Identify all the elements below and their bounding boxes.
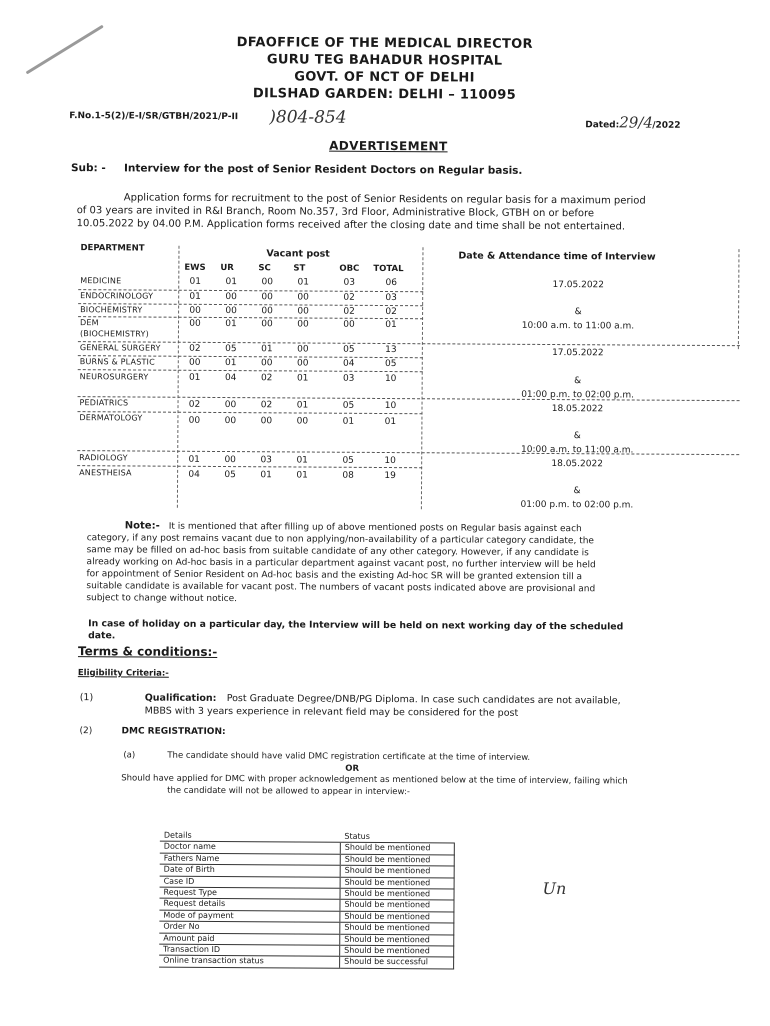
- cell-medicine-ews: 01: [189, 276, 202, 287]
- cell-biochemistry-st: 00: [297, 306, 309, 317]
- cell-neuro-sc: 02: [260, 373, 273, 384]
- col-st: ST: [293, 263, 306, 274]
- schedule-2-amp: &: [574, 376, 582, 387]
- item2-label: DMC REGISTRATION:: [121, 726, 226, 738]
- cell-endocrinology-ur: 00: [225, 292, 237, 303]
- cell-endocrinology-total: 03: [385, 293, 397, 304]
- item2a-number: (a): [123, 750, 136, 761]
- cell-neuro-st: 01: [296, 373, 309, 384]
- office-title: DFAOFFICE OF THE MEDICAL DIRECTOR: [236, 35, 533, 52]
- col-total: TOTAL: [373, 263, 404, 275]
- dmc-status: Should be mentioned: [340, 934, 454, 946]
- dmc-detail: Mode of payment: [159, 910, 340, 923]
- cell-anes-ews: 04: [188, 469, 200, 480]
- dept-radiology: RADIOLOGY: [79, 453, 128, 463]
- dmc-detail: Doctor name: [160, 842, 341, 855]
- cell-burns-sc: 00: [261, 358, 273, 369]
- cell-burns-obc: 04: [343, 358, 355, 369]
- dmc-status: Should be successful: [340, 957, 454, 969]
- dept-endocrinology: ENDOCRINOLOGY: [80, 291, 154, 301]
- dept-anesthesia: ANESTHEISA: [79, 468, 132, 478]
- schedule-4-time: 01:00 p.m. to 02:00 p.m.: [520, 499, 634, 511]
- cell-derma-ur: 00: [224, 416, 237, 427]
- cell-endocrinology-obc: 02: [343, 292, 355, 303]
- cell-radio-ews: 01: [188, 454, 200, 465]
- hospital-name: GURU TEG BAHADUR HOSPITAL: [266, 52, 503, 69]
- table-row: [159, 956, 454, 969]
- dmc-detail: Date of Birth: [160, 864, 341, 877]
- cell-burns-ews: 00: [189, 357, 201, 368]
- dmc-status: Should be mentioned: [340, 877, 454, 889]
- note-line-1: It is mentioned that after filling up of above mentioned posts on Regular basis against each: [168, 521, 582, 535]
- cell-dem-ur: 01: [225, 319, 237, 330]
- dept-burns-plastic: BURNS & PLASTIC: [79, 357, 155, 367]
- cell-peds-obc: 05: [342, 400, 355, 411]
- cell-derma-sc: 00: [260, 416, 273, 427]
- dept-dem: DEM: [79, 318, 99, 328]
- interview-date-header: Date & Attendance time of Interview: [458, 250, 656, 263]
- col-ews: EWS: [184, 262, 206, 273]
- dmc-detail: Fathers Name: [160, 853, 341, 866]
- dmc-status: Should be mentioned: [340, 945, 454, 957]
- item1-label: Qualification:: [144, 692, 217, 704]
- dmc-status: Should be mentioned: [340, 843, 454, 855]
- cell-derma-obc: 01: [342, 416, 355, 427]
- cell-medicine-obc: 03: [343, 277, 356, 288]
- cell-anes-total: 19: [384, 471, 396, 482]
- dmc-status: Should be mentioned: [340, 922, 454, 934]
- cell-endocrinology-ews: 01: [189, 291, 201, 302]
- note-line-2: category, if any post remains vacant due to non applying/non-availability of a particular category candidate, the: [86, 533, 595, 547]
- govt-line: GOVT. OF NCT OF DELHI: [294, 69, 475, 86]
- cell-neuro-obc: 03: [342, 373, 355, 384]
- cell-medicine-st: 01: [297, 277, 310, 288]
- cell-dem-sc: 00: [261, 319, 273, 330]
- cell-derma-st: 00: [296, 416, 309, 427]
- col-ur: UR: [220, 262, 234, 274]
- dated-year: /2022: [652, 120, 681, 131]
- cell-medicine-total: 06: [385, 278, 398, 289]
- item2b-line-1: Should have applied for DMC with proper acknowledgement as mentioned below at the time of interview, failing which: [121, 773, 628, 787]
- cell-burns-st: 00: [297, 358, 309, 369]
- schedule-3-date: 18.05.2022: [551, 404, 604, 415]
- file-number-handwritten: )804-854: [269, 107, 347, 128]
- item2a-text: The candidate should have valid DMC registration certificate at the time of interview.: [167, 750, 531, 763]
- file-number: F.No.1-5(2)/E-I/SR/GTBH/2021/P-II: [69, 111, 239, 123]
- dept-general-surgery: GENERAL SURGERY: [79, 343, 161, 353]
- cell-biochemistry-obc: 02: [343, 306, 355, 317]
- cell-gensurg-total: 13: [385, 345, 397, 356]
- cell-neuro-ur: 04: [224, 373, 237, 384]
- item1-line-1: Post Graduate Degree/DNB/PG Diploma. In case such candidates are not available,: [226, 693, 621, 707]
- cell-burns-total: 05: [385, 359, 397, 370]
- dmc-detail: Request details: [159, 899, 340, 912]
- cell-peds-sc: 02: [260, 400, 273, 411]
- cell-radio-sc: 03: [260, 455, 272, 466]
- holiday-line-2: date.: [88, 630, 116, 642]
- dmc-detail: Online transaction status: [159, 956, 340, 969]
- note-line-3: same may be filled on ad-hoc basis from suitable candidate of any other category. However, if any candidate is: [86, 545, 589, 559]
- cell-radio-st: 01: [296, 455, 308, 466]
- cell-dem-ews: 00: [189, 318, 201, 329]
- department-header: DEPARTMENT: [80, 243, 145, 254]
- dmc-details-table: [159, 831, 455, 970]
- dmc-status: Should be mentioned: [340, 854, 454, 866]
- dmc-status: Should be mentioned: [340, 888, 454, 900]
- dmc-detail: Case ID: [160, 876, 341, 889]
- cell-neuro-total: 10: [384, 374, 397, 385]
- dmc-details-header: Details: [160, 831, 341, 843]
- note-line-6: suitable candidate is available for vacant post. The numbers of vacant posts indicated above are provisional and: [86, 581, 596, 595]
- col-obc: OBC: [339, 263, 360, 274]
- cell-neuro-ews: 01: [188, 372, 201, 383]
- subject-text: Interview for the post of Senior Resident Doctors on Regular basis.: [123, 162, 523, 177]
- dept-pediatrics: PEDIATRICS: [79, 398, 129, 408]
- cell-peds-total: 10: [384, 401, 397, 412]
- cell-gensurg-sc: 01: [261, 344, 273, 355]
- cell-medicine-sc: 00: [261, 277, 274, 288]
- cell-derma-ews: 00: [188, 415, 201, 426]
- schedule-4-amp: &: [573, 486, 581, 497]
- vacant-post-header: Vacant post: [266, 248, 330, 260]
- margin-initials: Un: [542, 878, 567, 899]
- cell-endocrinology-sc: 00: [261, 292, 273, 303]
- note-line-4: already working on Ad-hoc basis in a particular department against vacant post, no further interview will be held: [86, 557, 596, 571]
- cell-derma-total: 01: [384, 417, 397, 428]
- cell-anes-ur: 05: [224, 470, 236, 481]
- dmc-detail: Transaction ID: [159, 944, 340, 957]
- cell-dem-obc: 00: [343, 319, 355, 330]
- schedule-2-time: 01:00 p.m. to 02:00 p.m.: [521, 389, 634, 401]
- intro-line-2: of 03 years are invited in R&I Branch, Room No.357, 3rd Floor, Administrative Block, GTBH on or before: [76, 205, 595, 220]
- cell-anes-sc: 01: [260, 470, 272, 481]
- dmc-detail: Request Type: [160, 887, 341, 900]
- advertisement-heading: ADVERTISEMENT: [329, 138, 448, 154]
- cell-gensurg-ews: 02: [189, 343, 201, 354]
- dmc-detail: Amount paid: [159, 933, 340, 946]
- dept-dem-sub: (BIOCHEMISTRY): [79, 329, 149, 339]
- item1-number: (1): [79, 692, 94, 704]
- subject-label: Sub: -: [70, 162, 106, 175]
- address-line: DILSHAD GARDEN: DELHI – 110095: [252, 86, 516, 103]
- eligibility-heading: Eligibility Criteria:-: [77, 668, 169, 679]
- item2b-line-2: the candidate will not be allowed to appear in interview:-: [167, 785, 411, 798]
- dmc-status: Should be mentioned: [340, 900, 454, 912]
- schedule-1-time: 10:00 a.m. to 11:00 a.m.: [521, 320, 635, 332]
- schedule-3-amp: &: [573, 431, 581, 442]
- cell-biochemistry-ews: 00: [189, 305, 201, 316]
- dmc-detail: Order No: [159, 921, 340, 934]
- cell-gensurg-obc: 05: [343, 344, 355, 355]
- dmc-status: Should be mentioned: [340, 911, 454, 923]
- cell-dem-total: 01: [385, 320, 397, 331]
- item1-line-2: MBBS with 3 years experience in relevant field may be considered for the post: [144, 705, 519, 719]
- intro-line-3: 10.05.2022 by 04.00 P.M. Application forms received after the closing date and time shall be not entertained.: [76, 218, 626, 233]
- cell-endocrinology-st: 00: [297, 292, 309, 303]
- cell-gensurg-st: 00: [297, 344, 309, 355]
- dept-medicine: MEDICINE: [80, 276, 122, 286]
- cell-radio-total: 10: [384, 456, 396, 467]
- cell-peds-st: 01: [296, 400, 309, 411]
- cell-anes-obc: 08: [342, 470, 354, 481]
- dept-dermatology: DERMATOLOGY: [79, 413, 143, 423]
- schedule-3-time: 10:00 a.m. to 11:00 a.m.: [521, 444, 634, 456]
- cell-radio-ur: 00: [224, 455, 236, 466]
- cell-medicine-ur: 01: [225, 277, 238, 288]
- note-line-5: for appointment of Senior Resident on Ad-hoc basis and the existing Ad-hoc SR will be granted extension till a: [86, 569, 583, 583]
- holiday-line-1: In case of holiday on a particular day, the Interview will be held on next working day of the scheduled: [88, 618, 624, 633]
- schedule-1-amp: &: [574, 307, 582, 318]
- dated-label: Dated:: [585, 120, 620, 131]
- note-label: Note:-: [124, 520, 160, 532]
- dmc-status-header: Status: [340, 832, 454, 844]
- cell-biochemistry-ur: 00: [225, 306, 237, 317]
- dept-neurosurgery: NEUROSURGERY: [79, 372, 149, 382]
- cell-burns-ur: 01: [225, 358, 237, 369]
- cell-biochemistry-total: 02: [385, 307, 397, 318]
- terms-heading: Terms & conditions:-: [77, 644, 218, 659]
- cell-peds-ur: 00: [224, 400, 237, 411]
- col-sc: SC: [258, 263, 271, 274]
- cell-dem-st: 00: [297, 319, 309, 330]
- schedule-2-date: 17.05.2022: [552, 348, 604, 359]
- or-divider: OR: [345, 763, 360, 774]
- note-line-7: subject to change without notice.: [86, 593, 238, 605]
- dmc-status: Should be mentioned: [340, 865, 454, 877]
- schedule-1-date: 17.05.2022: [552, 280, 605, 291]
- cell-gensurg-ur: 05: [225, 344, 237, 355]
- cell-peds-ews: 02: [188, 399, 201, 410]
- item2-number: (2): [79, 726, 93, 737]
- dated-handwritten: 29/4: [619, 113, 653, 132]
- cell-radio-obc: 05: [342, 455, 354, 466]
- cell-biochemistry-sc: 00: [261, 306, 273, 317]
- dept-biochemistry: BIOCHEMISTRY: [80, 305, 143, 315]
- schedule-4-date: 18.05.2022: [551, 459, 603, 470]
- cell-anes-st: 01: [296, 470, 308, 481]
- intro-line-1: Application forms for recruitment to the post of Senior Residents on regular basis for a maximum period: [123, 192, 646, 207]
